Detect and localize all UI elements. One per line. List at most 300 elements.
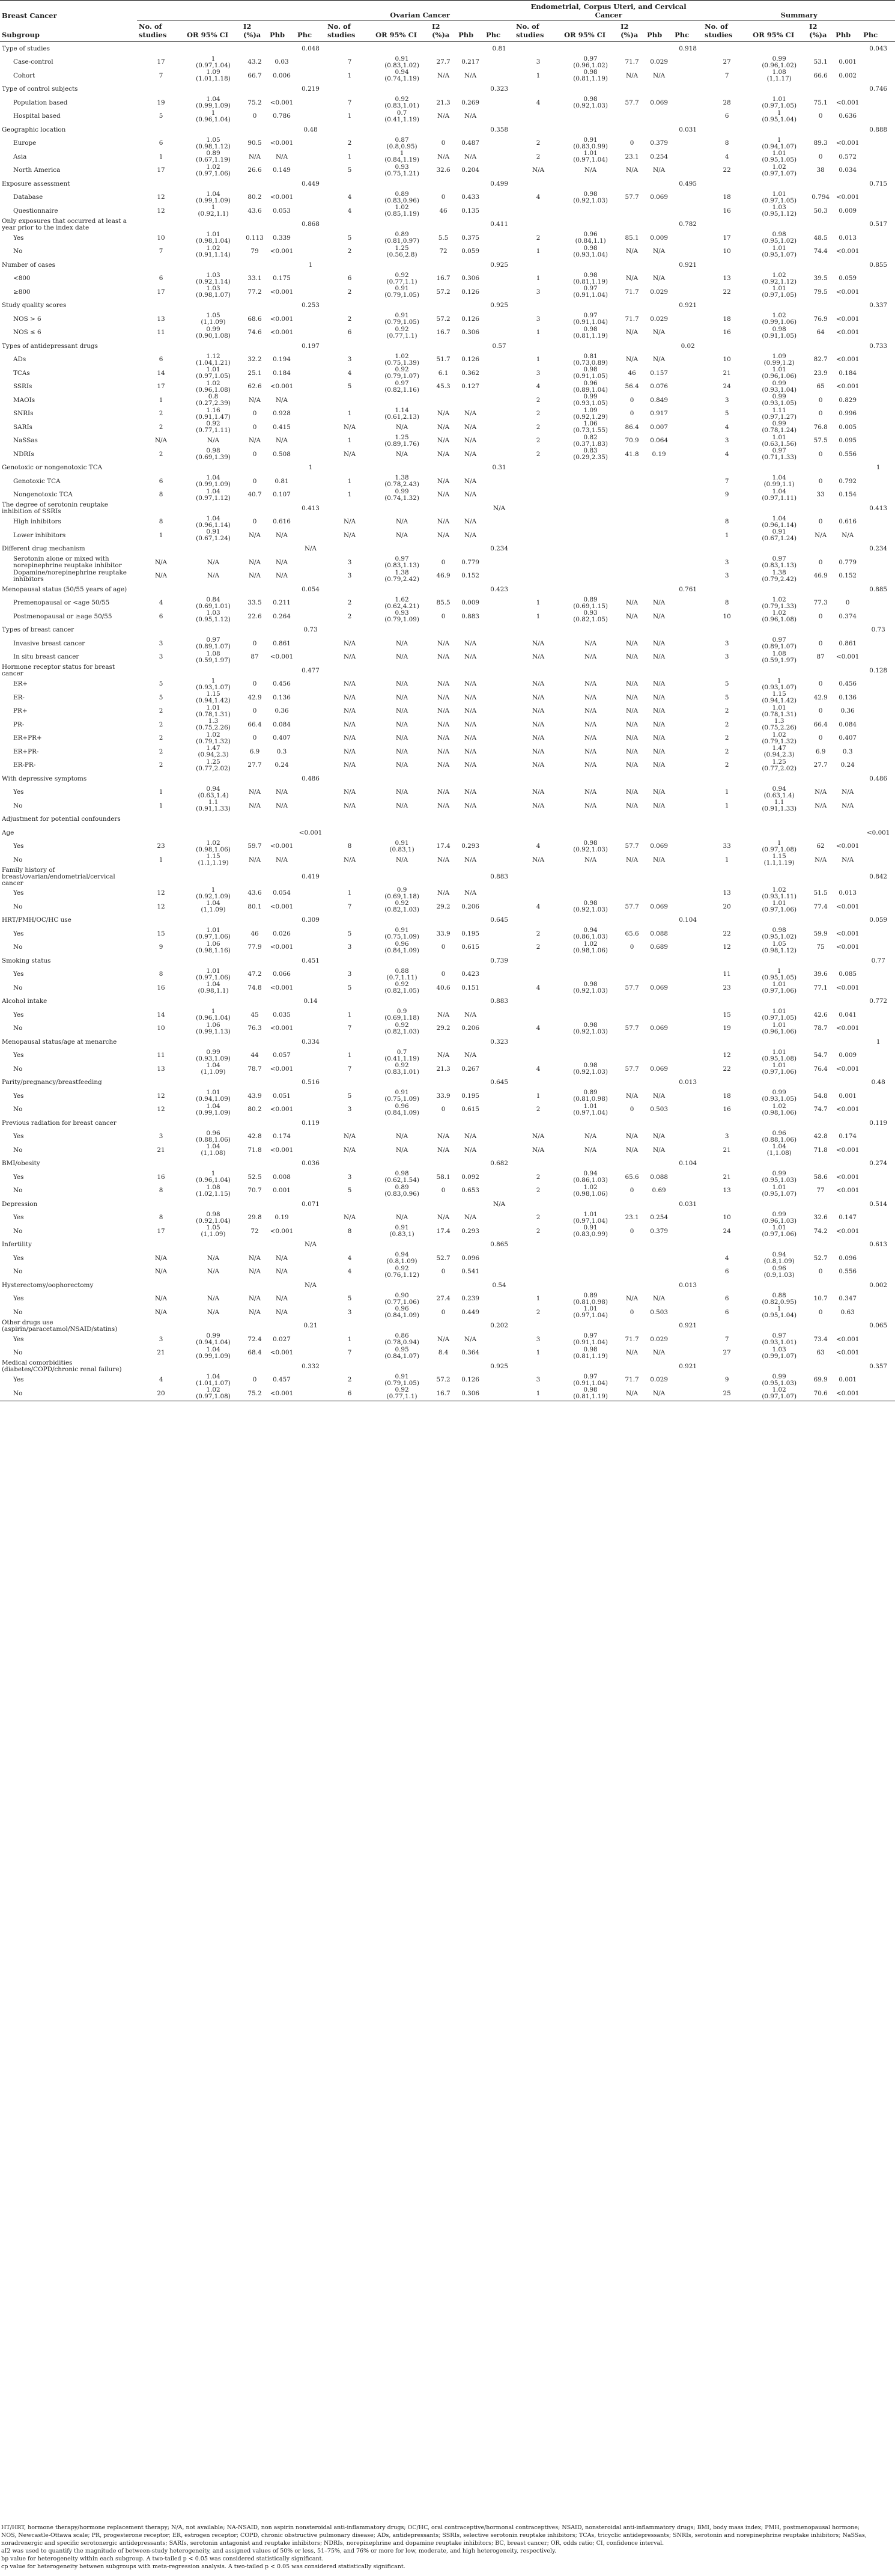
studies-count: 2 (159, 410, 163, 418)
or-ci: 0.98 (0.81,1.19) (573, 325, 608, 340)
i2-value: 85.1 (625, 234, 639, 242)
empty-cell (751, 1320, 807, 1333)
empty-cell (861, 900, 895, 914)
studies-count: 7 (347, 58, 352, 66)
empty-cell (703, 772, 751, 786)
or-ci: 1.3 (0.75,2.26) (762, 717, 797, 732)
empty-cell (562, 543, 619, 556)
table-row (0, 326, 895, 340)
phb-value: 0.001 (839, 1092, 857, 1100)
phc-value: 0.885 (869, 585, 888, 593)
row-label: Population based (13, 99, 68, 106)
phb-value: N/A (653, 599, 666, 607)
or-ci: N/A (584, 639, 597, 647)
empty-cell (861, 407, 895, 421)
empty-cell (514, 995, 562, 1009)
empty-cell (326, 1035, 374, 1049)
studies-count: 20 (723, 903, 731, 910)
i2-value: 71.7 (625, 315, 639, 323)
empty-cell (645, 123, 673, 137)
phb-value: N/A (464, 450, 477, 458)
studies-count: 4 (724, 423, 729, 431)
empty-cell (484, 110, 514, 124)
phc-value: 0.842 (869, 872, 888, 880)
phb-value: N/A (464, 153, 477, 160)
studies-count: 10 (723, 1214, 731, 1222)
or-ci: 1.05 (0.98,1.12) (762, 940, 797, 954)
empty-cell (673, 718, 703, 732)
table-row (0, 745, 895, 759)
empty-cell (296, 705, 326, 719)
studies-count: 2 (159, 707, 163, 715)
i2-value: 90.5 (247, 139, 262, 147)
studies-count: N/A (344, 856, 356, 863)
empty-cell (484, 204, 514, 218)
or-ci: 1.04 (0.99,1.09) (196, 474, 231, 489)
table-row (0, 651, 895, 665)
empty-cell (834, 583, 861, 597)
studies-count: 10 (157, 1025, 165, 1032)
phc-value: N/A (304, 1241, 317, 1249)
phb-value: 0.136 (839, 693, 857, 701)
empty-cell (834, 340, 861, 353)
phb-value: 0.19 (275, 1214, 289, 1222)
phb-value: N/A (464, 477, 477, 485)
phb-value: 0.029 (650, 1335, 668, 1343)
or-ci: 0.98 (0.81,1.19) (573, 69, 608, 83)
section-row (0, 177, 895, 191)
table-row (0, 678, 895, 692)
studies-count: 3 (724, 572, 729, 580)
i2-value: 17.4 (436, 1227, 451, 1235)
studies-count: 1 (347, 889, 352, 897)
empty-cell (645, 813, 673, 827)
studies-count: 6 (347, 275, 352, 282)
empty-cell (562, 624, 619, 638)
empty-cell (137, 772, 185, 786)
empty-cell (514, 1198, 562, 1211)
empty-cell (645, 1116, 673, 1130)
studies-count: 7 (347, 1349, 352, 1357)
i2-value: 57.2 (436, 315, 451, 323)
empty-cell (374, 1198, 430, 1211)
or-ci: 0.97 (0.96,1.02) (573, 55, 608, 69)
table-row (0, 1103, 895, 1117)
phb-value: <0.001 (836, 329, 860, 336)
row-label: Yes (13, 1173, 24, 1181)
empty-cell (484, 1374, 514, 1387)
table-row (0, 597, 895, 611)
phb-value (645, 556, 673, 570)
empty-cell (673, 448, 703, 461)
empty-cell (834, 826, 861, 840)
studies-count: 1 (536, 72, 541, 79)
empty-cell (514, 914, 562, 928)
empty-cell (484, 380, 514, 394)
empty-cell (296, 1184, 326, 1198)
studies-count: 25 (703, 1387, 751, 1401)
empty-cell (326, 340, 374, 353)
empty-cell (374, 583, 430, 597)
empty-cell (241, 502, 268, 516)
i2-value: 57.5 (813, 437, 828, 445)
empty-cell (430, 1279, 457, 1293)
empty-cell (861, 786, 895, 800)
or-ci: 1.01 (0.78,1.31) (196, 704, 231, 718)
phb-value: N/A (464, 802, 477, 809)
i2-value: 0 (630, 410, 634, 418)
empty-cell (137, 1360, 185, 1374)
empty-cell (514, 218, 562, 232)
i2-value: 0 (818, 1308, 823, 1316)
studies-count: 1 (536, 612, 541, 620)
studies-count (514, 110, 562, 124)
or-ci: 0.83 (0.29,2.35) (573, 447, 608, 461)
phb-value: N/A (464, 720, 477, 728)
studies-count (514, 1252, 562, 1265)
phc-value: 0.517 (869, 221, 888, 228)
i2-value: N/A (815, 856, 827, 863)
empty-cell (861, 610, 895, 624)
empty-cell (374, 461, 430, 475)
or-ci: 1.01 (0.97,1.05) (762, 96, 797, 110)
phc-value: 0.104 (679, 916, 697, 924)
i2-value: N/A (626, 856, 639, 863)
phb-value: 0.861 (273, 639, 291, 647)
studies-count: 13 (723, 275, 731, 282)
or-ci: 1.11 (0.97,1.27) (762, 406, 797, 421)
empty-cell (484, 968, 514, 982)
empty-cell (137, 1116, 185, 1130)
empty-cell (861, 191, 895, 205)
empty-cell (268, 1157, 296, 1171)
phc-value: 0.73 (871, 626, 885, 634)
phb-value: 0.503 (650, 1106, 668, 1113)
or-ci: 0.9 (0.69,1.18) (384, 886, 419, 900)
studies-count: 8 (724, 518, 729, 526)
row-label: No (13, 1146, 23, 1154)
or-ci: 1.16 (0.91,1.47) (196, 406, 231, 421)
studies-count: 5 (347, 984, 352, 991)
studies-count: 1 (724, 856, 729, 863)
phb-value: 0.127 (461, 383, 479, 391)
i2-value: N/A (248, 153, 261, 160)
phb-value: 0.057 (273, 1052, 291, 1059)
empty-cell (484, 981, 514, 995)
i2-value: 59.7 (247, 842, 262, 850)
empty-cell (296, 981, 326, 995)
i2-value: 70.9 (625, 437, 639, 445)
i2-value: N/A (437, 788, 450, 796)
phb-value: 0.126 (461, 315, 479, 323)
phb-value: 0.136 (273, 693, 291, 701)
empty-cell (374, 867, 430, 887)
empty-cell (514, 1320, 562, 1333)
header-group-2: Summary (703, 1, 895, 21)
or-ci: 1.04 (1,1.08) (766, 1143, 792, 1157)
studies-count: 7 (347, 903, 352, 910)
empty-cell (703, 1279, 751, 1293)
phb-value: N/A (653, 275, 666, 282)
empty-cell (484, 421, 514, 434)
empty-cell (807, 826, 834, 840)
i2-value: 74.4 (813, 248, 828, 255)
empty-cell (484, 840, 514, 854)
table-row (0, 516, 895, 529)
i2-value: 76.4 (813, 1065, 828, 1073)
studies-count: 1 (347, 477, 352, 485)
empty-cell (673, 900, 703, 914)
or-ci: 0.95 (0.84,1.07) (384, 1345, 419, 1360)
phb-value: N/A (275, 802, 288, 809)
i2-value: 16.7 (436, 275, 451, 282)
empty-cell (484, 1103, 514, 1117)
studies-count: 10 (723, 612, 731, 620)
empty-cell (137, 867, 185, 887)
or-ci: N/A (396, 788, 408, 796)
empty-cell (484, 1049, 514, 1063)
studies-count (514, 1265, 562, 1279)
studies-count: 1 (347, 112, 352, 120)
empty-cell (326, 177, 374, 191)
phb-value (645, 887, 673, 901)
or-ci (562, 1252, 619, 1265)
i2-value: N/A (626, 248, 639, 255)
empty-cell (484, 407, 514, 421)
phb-value: 0.006 (273, 72, 291, 79)
or-ci: N/A (396, 707, 408, 715)
or-ci: 1.02 (0.99,1.06) (762, 312, 797, 326)
studies-count: 17 (723, 234, 731, 242)
or-ci: 0.92 (0.77,1.1) (374, 1387, 430, 1401)
empty-cell (484, 448, 514, 461)
studies-count: 13 (723, 1187, 731, 1195)
empty-cell (834, 177, 861, 191)
phb-value: <0.001 (836, 139, 860, 147)
empty-cell (241, 1320, 268, 1333)
row-label: No (13, 1227, 23, 1235)
empty-cell (296, 137, 326, 151)
phb-value (645, 204, 673, 218)
empty-cell (861, 1062, 895, 1076)
or-ci: 0.89 (0.83,0.96) (384, 190, 419, 204)
i2-value: 0 (630, 943, 634, 951)
phc-value: 0.219 (302, 85, 320, 93)
empty-cell (457, 664, 484, 678)
empty-cell (673, 1184, 703, 1198)
phb-value: 0.013 (839, 234, 857, 242)
empty-cell (514, 42, 562, 56)
empty-cell (673, 1022, 703, 1036)
row-label: BMI/obesity (2, 1160, 40, 1168)
empty-cell (296, 1103, 326, 1117)
row-label: Menopausal status/age at menarche (2, 1038, 117, 1046)
empty-cell (673, 326, 703, 340)
row-label: North America (13, 166, 61, 174)
phb-value: N/A (464, 680, 477, 688)
i2-value: 0 (818, 518, 823, 526)
phb-value: 0.19 (652, 450, 666, 458)
i2-value (430, 394, 457, 407)
i2-value: N/A (437, 802, 450, 809)
or-ci: 0.98 (0.81,1.19) (573, 1345, 608, 1360)
empty-cell (296, 204, 326, 218)
i2-value: 71.7 (625, 58, 639, 66)
empty-cell (861, 367, 895, 380)
phb-value: 0.69 (652, 1187, 666, 1195)
or-ci: N/A (584, 1146, 597, 1154)
empty-cell (374, 543, 430, 556)
row-label: Yes (13, 930, 24, 937)
studies-count: 7 (159, 248, 163, 255)
or-ci: 1.08 (0.59,1.97) (196, 650, 231, 664)
studies-count: 1 (347, 491, 352, 499)
phc-value: 0.337 (869, 302, 888, 309)
row-label: Yes (13, 1092, 24, 1100)
phb-value: N/A (653, 1092, 666, 1100)
empty-cell (268, 1238, 296, 1252)
row-label: No (13, 984, 23, 991)
or-ci: 0.92 (0.77,1.1) (386, 271, 417, 285)
phb-value: 0.267 (461, 1065, 479, 1073)
studies-count: 2 (536, 410, 541, 418)
empty-cell (296, 245, 326, 259)
empty-cell (861, 556, 895, 570)
table-row (0, 941, 895, 955)
row-label: Exposure assessment (2, 180, 70, 187)
header-col: No. of studies (137, 21, 185, 42)
phb-value: N/A (464, 761, 477, 769)
phb-value: N/A (464, 1133, 477, 1140)
i2-value: 77 (816, 1187, 825, 1195)
empty-cell (268, 299, 296, 313)
i2-value: N/A (626, 761, 639, 769)
empty-cell (185, 258, 241, 272)
empty-cell (673, 164, 703, 178)
section-row (0, 1035, 895, 1049)
empty-cell (374, 177, 430, 191)
phb-value: N/A (275, 531, 288, 539)
empty-cell (562, 995, 619, 1009)
i2-value: 87 (816, 653, 825, 661)
row-label: Genotoxic TCA (13, 477, 61, 485)
phc-value: 0.197 (302, 342, 320, 350)
phc-value: 0.323 (490, 1038, 508, 1046)
empty-cell (430, 914, 457, 928)
phb-value: 0.211 (273, 599, 291, 607)
empty-cell (484, 1171, 514, 1184)
row-label: Age (2, 829, 14, 836)
studies-count: 5 (159, 693, 163, 701)
phb-value: 0.375 (461, 234, 479, 242)
or-ci: 0.98 (0.92,1.03) (573, 900, 608, 914)
or-ci: 1.15 (0.94,1.42) (196, 690, 231, 705)
empty-cell (751, 826, 807, 840)
empty-cell (673, 981, 703, 995)
studies-count: 2 (536, 423, 541, 431)
phb-value: N/A (275, 396, 288, 404)
or-ci: 1.08 (1,1.17) (766, 69, 792, 83)
studies-count: 5 (724, 410, 729, 418)
i2-value: 33 (816, 491, 825, 499)
or-ci: 0.97 (0.89,1.07) (196, 636, 231, 651)
i2-value: 80.1 (247, 903, 262, 910)
or-ci: 0.86 (0.78,0.94) (384, 1332, 419, 1347)
empty-cell (807, 543, 834, 556)
or-ci: 1.02 (0.98,1.06) (573, 940, 608, 954)
empty-cell (241, 258, 268, 272)
empty-cell (185, 461, 241, 475)
phb-value: <0.001 (270, 842, 294, 850)
empty-cell (326, 1360, 374, 1374)
empty-cell (185, 813, 241, 827)
phb-value: 0.107 (273, 491, 291, 499)
empty-cell (834, 543, 861, 556)
phb-value: <0.001 (836, 99, 860, 106)
empty-cell (861, 96, 895, 110)
empty-cell (241, 218, 268, 232)
empty-cell (457, 258, 484, 272)
row-label: No (13, 1106, 23, 1113)
phc-value: 0.921 (679, 1322, 697, 1330)
studies-count: 1 (159, 856, 163, 863)
empty-cell (861, 394, 895, 407)
empty-cell (834, 123, 861, 137)
empty-cell (296, 1387, 326, 1401)
empty-cell (296, 475, 326, 489)
phb-value: 0.013 (839, 889, 857, 897)
empty-cell (645, 1238, 673, 1252)
empty-cell (185, 995, 241, 1009)
phb-value (645, 570, 673, 583)
phb-value: 0.254 (650, 1214, 668, 1222)
phc-value: 0.782 (679, 221, 697, 228)
empty-cell (457, 177, 484, 191)
empty-cell (562, 340, 619, 353)
empty-cell (484, 394, 514, 407)
empty-cell (457, 502, 484, 516)
i2-value: 39.6 (813, 970, 828, 978)
table-row (0, 529, 895, 543)
studies-count: 4 (536, 1065, 541, 1073)
empty-cell (645, 258, 673, 272)
empty-cell (268, 258, 296, 272)
studies-count (514, 968, 562, 982)
i2-value: N/A (437, 477, 450, 485)
empty-cell (296, 150, 326, 164)
empty-cell (484, 853, 514, 867)
or-ci: 1.15 (1.1,1.19) (198, 853, 229, 867)
empty-cell (484, 597, 514, 611)
empty-cell (296, 380, 326, 394)
or-ci: 0.91 (0.79,1.05) (384, 1372, 419, 1387)
studies-count: 6 (724, 1308, 729, 1316)
phb-value: 0.035 (273, 1011, 291, 1019)
empty-cell (326, 461, 374, 475)
empty-cell (673, 840, 703, 854)
empty-cell (673, 394, 703, 407)
footnote: cp value for heterogeneity between subgroups with meta-regression analysis. A two-tailed p < 0.05 was considered statistically significant. (1, 2563, 405, 2570)
phb-value: 0.059 (461, 248, 479, 255)
studies-count: 1 (536, 248, 541, 255)
i2-value: 0 (818, 450, 823, 458)
empty-cell (185, 502, 241, 516)
i2-value: 0 (441, 612, 446, 620)
i2-value: N/A (815, 802, 827, 809)
empty-cell (185, 954, 241, 968)
empty-cell (430, 583, 457, 597)
empty-cell (296, 786, 326, 800)
